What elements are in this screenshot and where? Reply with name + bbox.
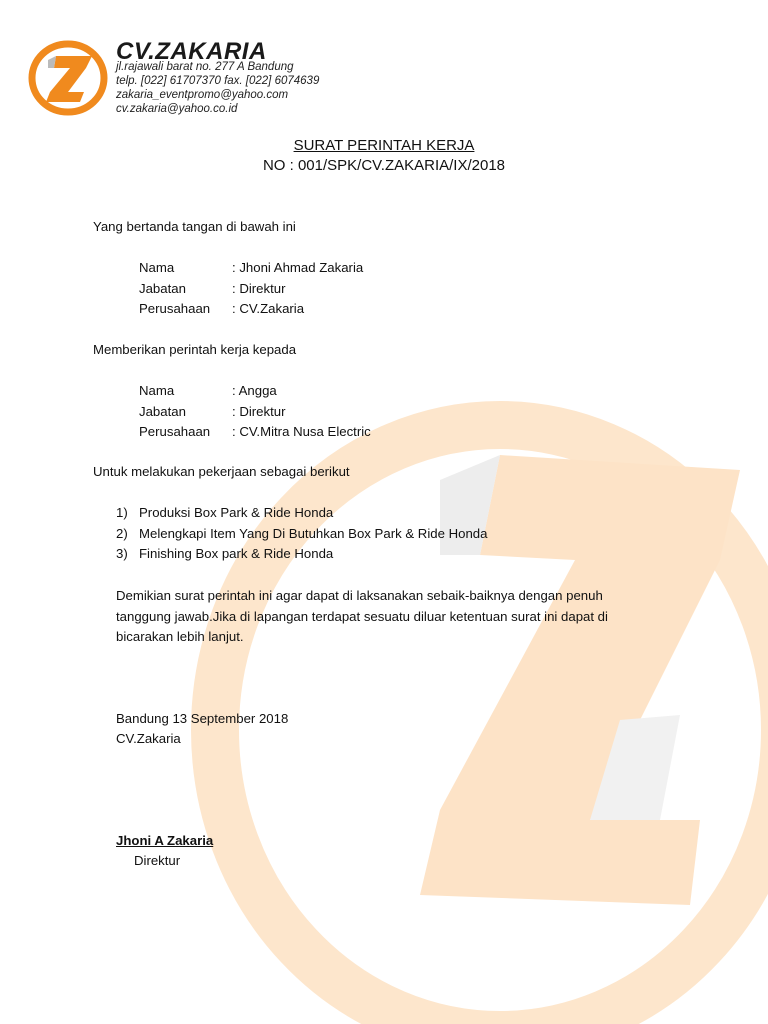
assignee-name-label: Nama <box>139 383 175 398</box>
phone-line: telp. [022] 61707370 fax. [022] 6074639 <box>116 75 320 87</box>
closing-line: bicarakan lebih lanjut. <box>116 629 244 644</box>
assignee-name-value: : Angga <box>232 383 277 398</box>
closing-line: Demikian surat perintah ini agar dapat di laksanakan sebaik-baiknya dengan penuh <box>116 588 603 603</box>
closing-paragraph <box>116 586 686 648</box>
email-line: cv.zakaria@yahoo.co.id <box>116 103 238 115</box>
signer-company-value: : CV.Zakaria <box>232 301 305 316</box>
company-address <box>116 60 319 116</box>
company-name: CV.ZAKARIA <box>116 38 267 65</box>
signer-position-value: : Direktur <box>232 281 286 296</box>
list-item-text: Finishing Box park & Ride Honda <box>139 546 334 561</box>
list-item-number: 2) <box>116 525 128 541</box>
company-sign: CV.Zakaria <box>116 731 181 746</box>
signature-title: Direktur <box>134 853 181 868</box>
closing-line: tanggung jawab.Jika di lapangan terdapat sesuatu diluar ketentuan surat ini dapat di <box>116 608 608 624</box>
signature-name: Jhoni A Zakaria <box>116 833 214 848</box>
assign-intro-text: Memberikan perintah kerja kepada <box>93 342 297 357</box>
assignee-company-label: Perusahaan <box>139 424 211 439</box>
assignee-position-value: : Direktur <box>232 404 286 419</box>
assignee-position-label: Jabatan <box>139 404 186 419</box>
z-logo-icon <box>28 40 108 116</box>
intro-text: Yang bertanda tangan di bawah ini <box>93 219 296 234</box>
list-item-text: Produksi Box Park & Ride Honda <box>139 505 334 520</box>
signer-position-label: Jabatan <box>139 281 186 296</box>
signer-name-value: : Jhoni Ahmad Zakaria <box>232 260 364 275</box>
document-number: NO : 001/SPK/CV.ZAKARIA/IX/2018 <box>262 157 506 174</box>
signer-name-label: Nama <box>139 260 175 275</box>
assignee-company-value: : CV.Mitra Nusa Electric <box>232 424 371 439</box>
list-item-text: Melengkapi Item Yang Di Butuhkan Box Park & Ride Honda <box>139 525 488 541</box>
document-title: SURAT PERINTAH KERJA <box>293 137 475 154</box>
signer-company-label: Perusahaan <box>139 301 211 316</box>
place-date: Bandung 13 September 2018 <box>116 711 289 726</box>
task-intro-text: Untuk melakukan pekerjaan sebagai berikut <box>93 464 350 479</box>
list-item-number: 1) <box>116 505 128 520</box>
email-line: zakaria_eventpromo@yahoo.com <box>116 89 289 101</box>
list-item-number: 3) <box>116 546 128 561</box>
address-line: jl.rajawali barat no. 277 A Bandung <box>116 61 294 73</box>
